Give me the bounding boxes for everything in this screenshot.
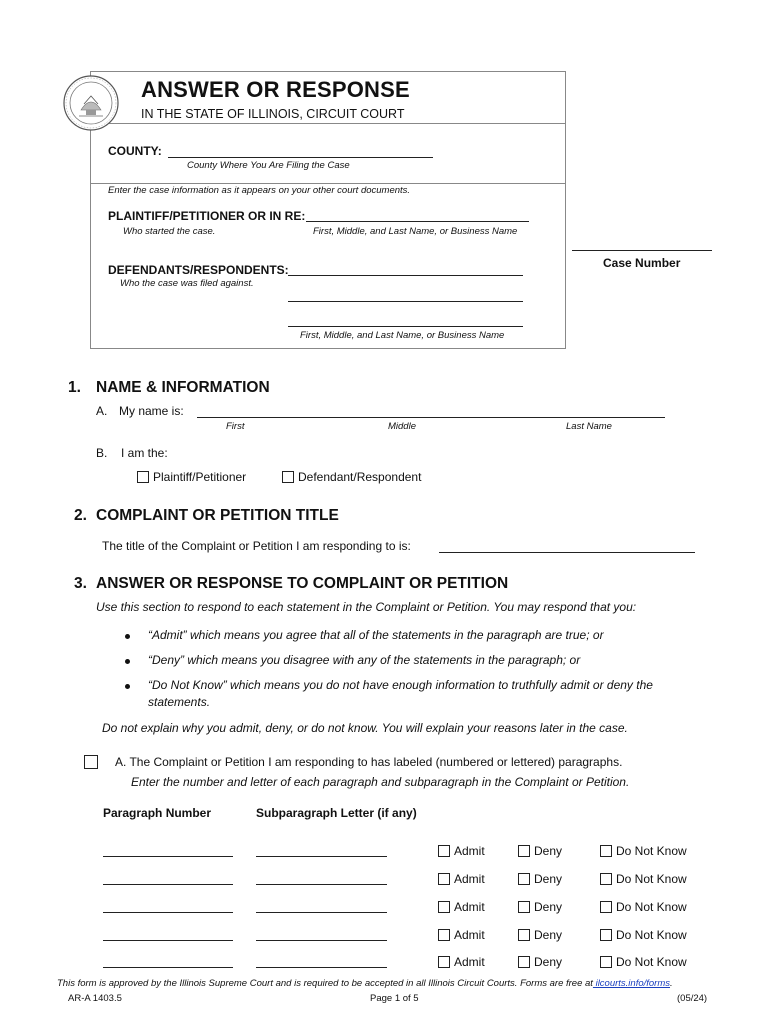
deny-label: Deny xyxy=(534,844,563,858)
table-row xyxy=(0,955,770,969)
defendant-checkbox[interactable] xyxy=(282,471,294,483)
admit-checkbox[interactable] xyxy=(438,873,450,885)
do-not-know-checkbox[interactable] xyxy=(600,956,612,968)
admit-checkbox[interactable] xyxy=(438,901,450,913)
paragraph-number-field[interactable] xyxy=(103,884,233,885)
subparagraph-letter-field[interactable] xyxy=(256,856,387,857)
i-am-the-label: I am the: xyxy=(121,446,168,460)
deny-option[interactable] xyxy=(518,900,562,914)
section-1a-label: A. xyxy=(96,404,108,418)
deny-option[interactable] xyxy=(518,955,562,969)
deny-option[interactable] xyxy=(518,872,562,886)
do-not-know-label: Do Not Know xyxy=(616,955,687,969)
case-info-note: Enter the case information as it appears on your other court documents. xyxy=(108,185,411,196)
subparagraph-letter-field[interactable] xyxy=(256,940,387,941)
deny-label: Deny xyxy=(534,955,563,969)
do-not-know-definition-cont: statements. xyxy=(148,695,211,709)
table-row xyxy=(0,872,770,886)
do-not-know-checkbox[interactable] xyxy=(600,845,612,857)
deny-option[interactable] xyxy=(518,844,562,858)
deny-checkbox[interactable] xyxy=(518,929,530,941)
form-subtitle: IN THE STATE OF ILLINOIS, CIRCUIT COURT xyxy=(141,107,405,121)
labeled-paragraphs-label: A. The Complaint or Petition I am responding to has labeled (numbered or lettered) paragraphs. xyxy=(115,755,623,769)
section-2-title: COMPLAINT OR PETITION TITLE xyxy=(96,507,339,524)
my-name-label: My name is: xyxy=(119,404,184,418)
plaintiff-field[interactable] xyxy=(306,221,529,222)
section-1-number: 1. xyxy=(68,379,81,396)
section-3-number: 3. xyxy=(74,575,87,592)
bullet-icon xyxy=(125,634,130,639)
county-label: COUNTY: xyxy=(108,144,162,158)
form-date: (05/24) xyxy=(677,993,708,1004)
name-first-hint: First xyxy=(226,421,245,432)
do-not-know-option[interactable] xyxy=(600,928,687,942)
defendants-name-hint: First, Middle, and Last Name, or Business Name xyxy=(300,330,505,341)
do-not-know-checkbox[interactable] xyxy=(600,873,612,885)
do-not-know-checkbox[interactable] xyxy=(600,929,612,941)
county-hint: County Where You Are Filing the Case xyxy=(187,160,350,171)
do-not-know-label: Do Not Know xyxy=(616,872,687,886)
section-3-title: ANSWER OR RESPONSE TO COMPLAINT OR PETITION xyxy=(96,575,509,592)
page-number: Page 1 of 5 xyxy=(370,993,419,1004)
county-field[interactable] xyxy=(168,157,433,158)
do-not-know-option[interactable] xyxy=(600,872,687,886)
admit-option[interactable] xyxy=(438,872,485,886)
subparagraph-letter-field[interactable] xyxy=(256,912,387,913)
admit-checkbox[interactable] xyxy=(438,929,450,941)
col-paragraph-number: Paragraph Number xyxy=(103,806,212,820)
deny-label: Deny xyxy=(534,872,563,886)
do-not-know-option[interactable] xyxy=(600,844,687,858)
no-explain-note: Do not explain why you admit, deny, or do not know. You will explain your reasons later in the case. xyxy=(102,721,628,735)
admit-label: Admit xyxy=(454,900,485,914)
bullet-icon xyxy=(125,659,130,664)
defendants-label: DEFENDANTS/RESPONDENTS: xyxy=(108,263,289,277)
my-name-field[interactable] xyxy=(197,417,665,418)
deny-checkbox[interactable] xyxy=(518,901,530,913)
form-title: ANSWER OR RESPONSE xyxy=(141,77,410,102)
plaintiff-name-hint: First, Middle, and Last Name, or Business Name xyxy=(313,226,518,237)
plaintiff-option[interactable] xyxy=(137,470,246,484)
bullet-icon xyxy=(125,684,130,689)
admit-option[interactable] xyxy=(438,900,485,914)
paragraph-number-field[interactable] xyxy=(103,912,233,913)
plaintiff-label: PLAINTIFF/PETITIONER OR IN RE: xyxy=(108,209,306,223)
admit-definition: “Admit” which means you agree that all of the statements in the paragraph are true; or xyxy=(148,628,604,642)
do-not-know-label: Do Not Know xyxy=(616,928,687,942)
defendants-hint: Who the case was filed against. xyxy=(120,278,254,289)
complaint-title-field[interactable] xyxy=(439,552,695,553)
do-not-know-option[interactable] xyxy=(600,900,687,914)
deny-checkbox[interactable] xyxy=(518,845,530,857)
deny-definition: “Deny” which means you disagree with any of the statements in the paragraph; or xyxy=(148,653,581,667)
deny-checkbox[interactable] xyxy=(518,873,530,885)
table-row xyxy=(0,928,770,942)
caption-divider xyxy=(90,123,566,124)
admit-label: Admit xyxy=(454,928,485,942)
col-subparagraph-letter: Subparagraph Letter (if any) xyxy=(256,806,417,820)
subparagraph-letter-field[interactable] xyxy=(256,967,387,968)
deny-option[interactable] xyxy=(518,928,562,942)
section-3-intro: Use this section to respond to each statement in the Complaint or Petition. You may respond that you: xyxy=(96,600,637,614)
defendant-field-3[interactable] xyxy=(288,326,523,327)
defendant-option-label: Defendant/Respondent xyxy=(298,470,422,484)
plaintiff-checkbox[interactable] xyxy=(137,471,149,483)
admit-label: Admit xyxy=(454,872,485,886)
table-row xyxy=(0,844,770,858)
deny-checkbox[interactable] xyxy=(518,956,530,968)
admit-option[interactable] xyxy=(438,955,485,969)
case-number-field[interactable] xyxy=(572,250,712,251)
name-last-hint: Last Name xyxy=(566,421,612,432)
defendant-field-2[interactable] xyxy=(288,301,523,302)
admit-label: Admit xyxy=(454,844,485,858)
admit-option[interactable] xyxy=(438,928,485,942)
paragraph-number-field[interactable] xyxy=(103,967,233,968)
do-not-know-definition: “Do Not Know” which means you do not have enough information to truthfully admit or deny the xyxy=(148,678,653,692)
section-1-title: NAME & INFORMATION xyxy=(96,379,270,396)
section-1b-label: B. xyxy=(96,446,108,460)
do-not-know-label: Do Not Know xyxy=(616,844,687,858)
do-not-know-label: Do Not Know xyxy=(616,900,687,914)
defendant-field-1[interactable] xyxy=(288,275,523,276)
footer-approval-text: This form is approved by the Illinois Supreme Court and is required to be accepted in all Illinois Circuit Courts. Forms are free at xyxy=(57,978,593,989)
form-id: AR-A 1403.5 xyxy=(68,993,122,1004)
subparagraph-letter-field[interactable] xyxy=(256,884,387,885)
do-not-know-checkbox[interactable] xyxy=(600,901,612,913)
plaintiff-hint: Who started the case. xyxy=(123,226,216,237)
section-2-number: 2. xyxy=(74,507,87,524)
deny-label: Deny xyxy=(534,928,563,942)
name-middle-hint: Middle xyxy=(388,421,416,432)
do-not-know-option[interactable] xyxy=(600,955,687,969)
paragraph-number-field[interactable] xyxy=(103,940,233,941)
defendant-option[interactable] xyxy=(282,470,421,484)
admit-label: Admit xyxy=(454,955,485,969)
deny-label: Deny xyxy=(534,900,563,914)
paragraph-number-field[interactable] xyxy=(103,856,233,857)
labeled-paragraphs-instructions: Enter the number and letter of each paragraph and subparagraph in the Complaint or Petition. xyxy=(131,775,630,789)
caption-divider xyxy=(90,183,566,184)
illinois-court-seal-icon xyxy=(62,74,120,132)
complaint-title-label: The title of the Complaint or Petition I am responding to is: xyxy=(102,539,411,553)
admit-option[interactable] xyxy=(438,844,485,858)
admit-checkbox[interactable] xyxy=(438,956,450,968)
labeled-paragraphs-checkbox[interactable] xyxy=(84,755,98,769)
admit-checkbox[interactable] xyxy=(438,845,450,857)
case-number-label: Case Number xyxy=(603,256,681,270)
footer-approval-end: . xyxy=(670,978,673,989)
plaintiff-option-label: Plaintiff/Petitioner xyxy=(153,470,247,484)
forms-link[interactable]: ilcourts.info/forms xyxy=(592,978,671,989)
table-row xyxy=(0,900,770,914)
footer-approval xyxy=(57,978,673,989)
